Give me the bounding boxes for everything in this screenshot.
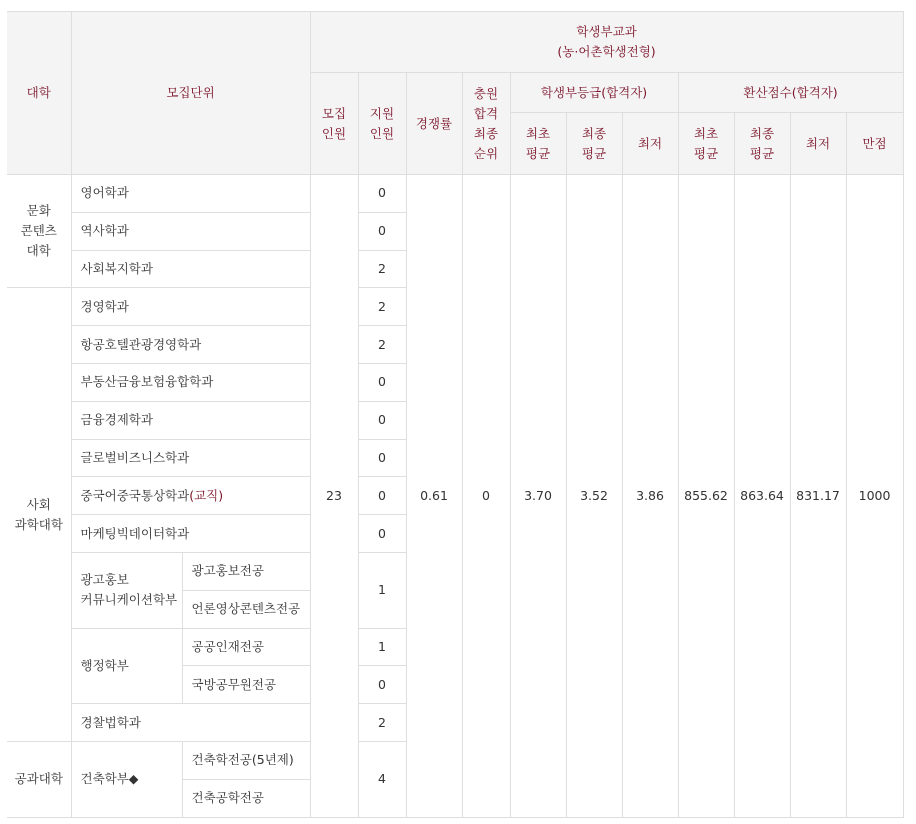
unit-finance: 금융경제학과: [71, 401, 310, 439]
unit-chinese: [71, 477, 310, 515]
college-culture-line3: 대학: [26, 243, 51, 259]
applicants-aviation: 2: [358, 326, 406, 364]
rank-line4: 순위: [473, 145, 499, 161]
applicants-admin-2: 0: [358, 666, 406, 704]
header-score-group: 환산점수(합격자): [678, 73, 903, 113]
header-score-first-avg: [678, 113, 734, 175]
college-culture-line1: 문화: [26, 203, 51, 219]
unit-adpr-line1: 광고홍보: [80, 572, 129, 588]
admission-results-table: [7, 11, 904, 818]
full-score: 1000: [846, 175, 903, 818]
apply-line2: 인원: [369, 125, 395, 141]
score-first-line2: 평균: [693, 145, 719, 161]
header-group-title: [310, 12, 903, 73]
major-arch-1: 건축학전공(5년제): [182, 741, 310, 779]
unit-history: 역사학과: [71, 212, 310, 250]
rank-line2: 합격: [473, 105, 499, 121]
unit-adpr-line2: 커뮤니케이션학부: [80, 592, 178, 608]
unit-realestate: 부동산금융보험융합학과: [71, 363, 310, 401]
applicants-global: 0: [358, 439, 406, 477]
grade-final-line1: 최종: [581, 125, 607, 141]
header-grade-final-avg: [566, 113, 622, 175]
applicants-business: 2: [358, 288, 406, 326]
header-grade-first-avg: [510, 113, 566, 175]
table-row: [7, 175, 903, 213]
unit-welfare: 사회복지학과: [71, 250, 310, 288]
rank-line3: 최종: [473, 125, 499, 141]
score-final-line1: 최종: [749, 125, 775, 141]
admission-table-container: [7, 11, 904, 818]
unit-admin: 행정학부: [71, 628, 182, 704]
score-final-line2: 평균: [749, 145, 775, 161]
teaching-track-badge: (교직): [189, 487, 224, 503]
major-arch-2: 건축공학전공: [182, 779, 310, 817]
unit-marketing: 마케팅빅데이터학과: [71, 515, 310, 553]
group-title-line1: 학생부교과: [576, 24, 637, 39]
applicants-english: 0: [358, 175, 406, 213]
grade-first-line2: 평균: [525, 145, 551, 161]
college-social-line1: 사회: [26, 496, 51, 512]
table-body: [7, 175, 903, 818]
header-applicants: [358, 73, 406, 175]
recruit-line1: 모집: [321, 105, 347, 121]
college-culture-line2: 콘텐츠: [20, 223, 57, 239]
unit-english: 영어학과: [71, 175, 310, 213]
header-grade-group: 학생부등급(합격자): [510, 73, 678, 113]
applicants-chinese: 0: [358, 477, 406, 515]
apply-line1: 지원: [369, 105, 395, 121]
table-header: [7, 12, 903, 175]
grade-lowest: 3.86: [622, 175, 678, 818]
recruit-count: 23: [310, 175, 358, 818]
applicants-admin-1: 1: [358, 628, 406, 666]
applicants-arch: 4: [358, 741, 406, 817]
final-rank: 0: [462, 175, 510, 818]
applicants-history: 0: [358, 212, 406, 250]
header-recruit: [310, 73, 358, 175]
unit-adpr: [71, 552, 182, 628]
score-lowest: 831.17: [790, 175, 846, 818]
group-title-line2: (농·어촌학생전형): [557, 44, 656, 59]
header-score-lowest: 최저: [790, 113, 846, 175]
header-full-score: 만점: [846, 113, 903, 175]
grade-final-line2: 평균: [581, 145, 607, 161]
college-social: [7, 288, 71, 742]
applicants-marketing: 0: [358, 515, 406, 553]
unit-police: 경찰법학과: [71, 704, 310, 742]
applicants-welfare: 2: [358, 250, 406, 288]
applicants-police: 2: [358, 704, 406, 742]
grade-final-avg: 3.52: [566, 175, 622, 818]
grade-first-avg: 3.70: [510, 175, 566, 818]
unit-arch: 건축학부◆: [71, 741, 182, 817]
applicants-realestate: 0: [358, 363, 406, 401]
score-final-avg: 863.64: [734, 175, 790, 818]
major-admin-1: 공공인재전공: [182, 628, 310, 666]
recruit-line2: 인원: [321, 125, 347, 141]
score-first-avg: 855.62: [678, 175, 734, 818]
college-culture: [7, 175, 71, 288]
rank-line1: 충원: [473, 85, 499, 101]
applicants-adpr: 1: [358, 552, 406, 628]
unit-business: 경영학과: [71, 288, 310, 326]
header-score-final-avg: [734, 113, 790, 175]
college-social-line2: 과학대학: [14, 516, 63, 532]
major-adpr-1: 광고홍보전공: [182, 552, 310, 590]
header-final-rank: [462, 73, 510, 175]
score-first-line1: 최초: [693, 125, 719, 141]
unit-aviation: 항공호텔관광경영학과: [71, 326, 310, 364]
college-engineering: 공과대학: [7, 741, 71, 817]
competition-rate: 0.61: [406, 175, 462, 818]
header-unit: 모집단위: [71, 12, 310, 175]
unit-chinese-name: 중국어중국통상학과: [80, 487, 190, 503]
major-adpr-2: 언론영상콘텐츠전공: [182, 590, 310, 628]
major-admin-2: 국방공무원전공: [182, 666, 310, 704]
header-competition: 경쟁률: [406, 73, 462, 175]
header-grade-lowest: 최저: [622, 113, 678, 175]
header-university: 대학: [7, 12, 71, 175]
applicants-finance: 0: [358, 401, 406, 439]
grade-first-line1: 최초: [525, 125, 551, 141]
unit-global: 글로벌비즈니스학과: [71, 439, 310, 477]
